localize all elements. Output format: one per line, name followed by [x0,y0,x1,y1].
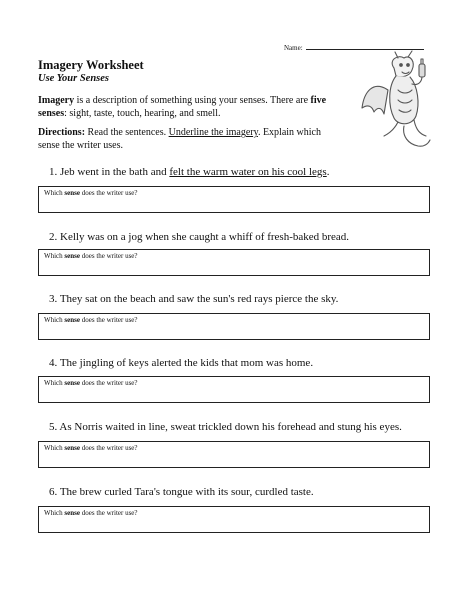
worksheet-subtitle: Use Your Senses [38,73,109,84]
intro-text-1: is a description of something using your senses. There are [74,95,311,106]
directions-text-1: Read the sentences. [85,127,169,138]
question-number: 2. [49,231,58,243]
directions-paragraph [38,127,338,152]
name-blank-line[interactable] [306,43,424,50]
question-text: They sat on the beach and saw the sun's red rays pierce the sky. [59,293,339,305]
question-text: Kelly was on a jog when she caught a whiff of fresh-baked bread. [60,231,350,243]
question-2 [49,231,349,243]
answer-box-1[interactable] [38,186,430,213]
answer-box-6[interactable] [38,506,430,533]
answer-box-2[interactable] [38,249,430,276]
answer-prompt: Which sense does the writer use? [44,252,138,260]
worksheet-title: Imagery Worksheet [38,58,144,72]
directions-text-2: . Explain which sense the writer uses. [38,127,321,151]
answer-box-5[interactable] [38,441,430,468]
underlined-imagery: felt the warm water on his cool legs [169,166,327,178]
question-text: Jeb went in the bath and [60,166,170,178]
question-end: . [326,166,330,178]
answer-box-3[interactable] [38,313,430,340]
question-3 [49,293,338,305]
question-text: The jingling of keys alerted the kids that mom was home. [59,357,314,369]
intro-text-2: : sight, taste, touch, hearing, and smell. [64,107,221,119]
question-6 [49,486,314,498]
answer-prompt: Which sense does the writer use? [44,444,138,452]
answer-prompt: Which sense does the writer use? [44,189,138,197]
question-5 [49,421,402,433]
underline-instruction: Underline the imagery [168,127,258,138]
imagery-term: Imagery [38,95,75,106]
question-text: The brew curled Tara's tongue with its sour, curdled taste. [59,486,314,498]
question-number: 1. [49,166,58,178]
question-number: 5. [49,421,58,433]
question-number: 4. [49,357,58,369]
question-4 [49,357,313,369]
answer-box-4[interactable] [38,376,430,403]
question-text: As Norris waited in line, sweat trickled down his forehead and stung his eyes. [59,421,402,433]
five-senses-term: five senses [38,95,327,119]
dragon-drinking-icon [358,50,438,150]
answer-prompt: Which sense does the writer use? [44,379,138,387]
question-1 [49,166,329,178]
directions-label: Directions: [38,127,86,138]
intro-paragraph [38,95,338,120]
question-number: 3. [49,293,58,305]
question-number: 6. [49,486,58,498]
name-label: Name: [284,44,303,52]
answer-prompt: Which sense does the writer use? [44,316,138,324]
answer-prompt: Which sense does the writer use? [44,509,138,517]
